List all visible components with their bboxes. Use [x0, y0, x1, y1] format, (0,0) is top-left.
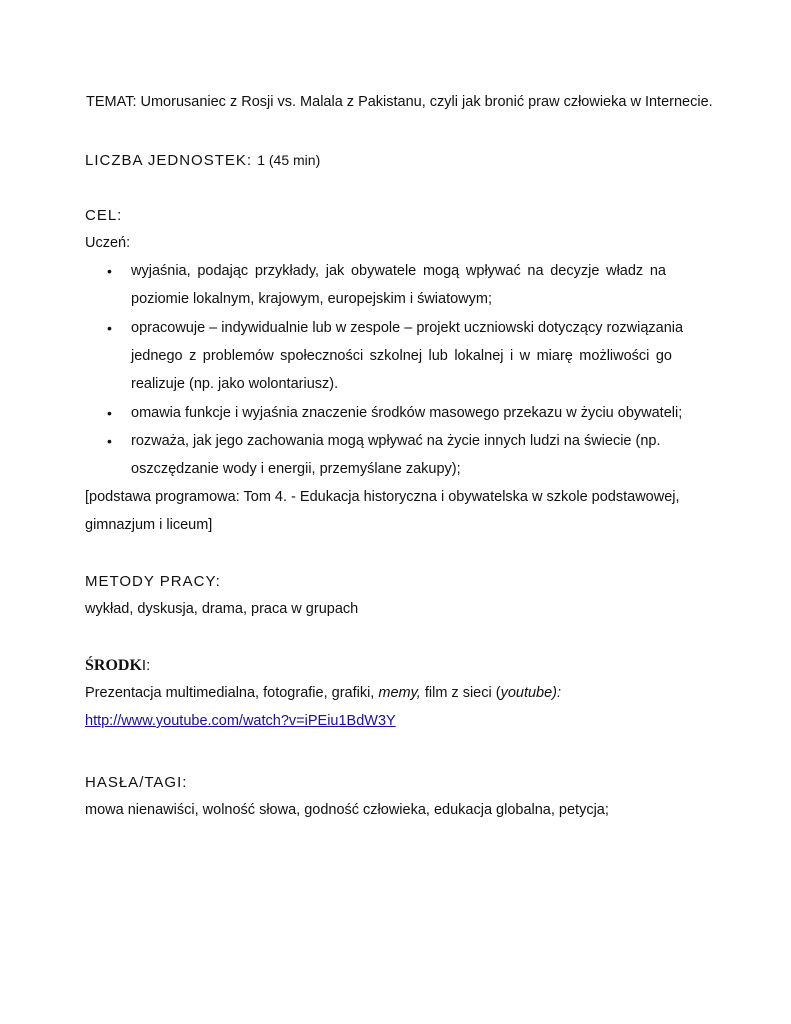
tags-heading: HASŁA/TAGI:: [85, 774, 188, 791]
units-value: 1 (45 min): [257, 152, 321, 168]
methods-heading: METODY PRACY:: [85, 573, 221, 590]
means-text-italic: youtube):: [500, 685, 562, 701]
goal-item-3-line-1: omawia funkcje i wyjaśnia znaczenie środków masowego przekazu w życiu obywateli;: [131, 405, 683, 421]
goal-item-1-line-2: poziomie lokalnym, krajowym, europejskim i światowym;: [131, 291, 492, 307]
goal-item-1-line-1: wyjaśnia, podając przykłady, jak obywatele mogą wpływać na decyzje władz na: [131, 263, 666, 279]
bullet-icon: •: [107, 320, 112, 336]
means-link-row: [85, 711, 396, 731]
goal-heading: CEL:: [85, 207, 123, 224]
curriculum-basis-line-1: [podstawa programowa: Tom 4. - Edukacja historyczna i obywatelska w szkole podstawowej,: [85, 489, 680, 505]
youtube-link[interactable]: http://www.youtube.com/watch?v=iPEiu1BdW3Y: [85, 713, 396, 729]
means-label-bold: ŚRODK: [85, 657, 142, 674]
bullet-icon: •: [107, 405, 112, 421]
goal-item-2-line-3: realizuje (np. jako wolontariusz).: [131, 376, 339, 392]
bullet-icon: •: [107, 433, 112, 449]
goal-item-4-line-1: rozważa, jak jego zachowania mogą wpływać na życie innych ludzi na świecie (np.: [131, 433, 661, 449]
units-label: LICZBA JEDNOSTEK:: [85, 152, 253, 169]
tags-text: mowa nienawiści, wolność słowa, godność człowieka, edukacja globalna, petycja;: [85, 802, 609, 818]
means-text-part: Prezentacja multimedialna, fotografie, grafiki,: [85, 685, 379, 701]
goal-item-2-line-2: jednego z problemów społeczności szkolnej lub lokalnej i w miarę możliwości go: [131, 348, 672, 364]
goal-intro: Uczeń:: [85, 235, 131, 251]
methods-text: wykład, dyskusja, drama, praca w grupach: [85, 601, 359, 617]
bullet-icon: •: [107, 263, 112, 279]
curriculum-basis-line-2: gimnazjum i liceum]: [85, 517, 213, 533]
means-text-italic: memy,: [378, 685, 421, 701]
means-heading: [85, 655, 150, 677]
goal-item-4-line-2: oszczędzanie wody i energii, przemyślane zakupy);: [131, 461, 461, 477]
units-heading: [85, 149, 320, 172]
means-label-rest: I:: [141, 657, 151, 674]
means-text-part: film z sieci (: [420, 685, 501, 701]
goal-item-2-line-1: opracowuje – indywidualnie lub w zespole – projekt uczniowski dotyczący rozwiązania: [131, 320, 684, 336]
lesson-topic: TEMAT: Umorusaniec z Rosji vs. Malala z Pakistanu, czyli jak bronić praw człowieka w Internecie.: [86, 94, 713, 110]
means-text: [85, 683, 561, 703]
